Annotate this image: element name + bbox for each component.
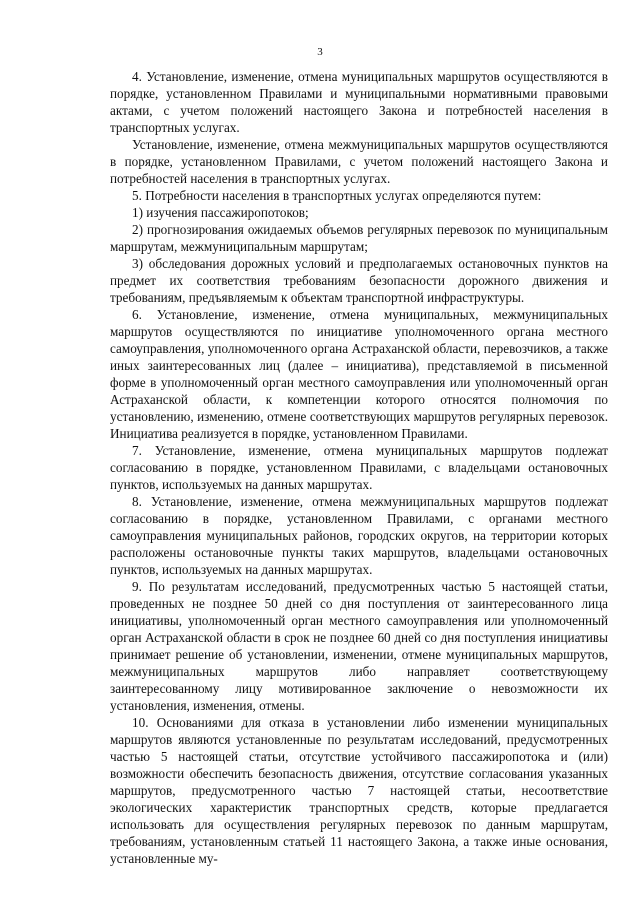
paragraph: 8. Установление, изменение, отмена межмуниципальных маршрутов подлежат согласованию в порядке, установленном Правилами, с органами местного самоуправления муниципальных районов, городских округов, на территории которых расположены остановочные пункты таких маршрутов, владельцами остановочных пунктов, используемых на данных маршрутах. — [110, 494, 608, 577]
paragraph: Установление, изменение, отмена межмуниципальных маршрутов осуществляются в порядке, установленном Правилами, с учетом положений настоящего Закона и потребностей населения в транспортных услугах. — [110, 137, 608, 186]
paragraph: 2) прогнозирования ожидаемых объемов регулярных перевозок по муниципальным маршрутам, межмуниципальным маршрутам; — [110, 222, 608, 254]
paragraph: 1) изучения пассажиропотоков; — [132, 205, 309, 220]
paragraph: 9. По результатам исследований, предусмотренных частью 5 настоящей статьи, проведенных не позднее 50 дней со дня поступления от заинтересованного лица инициативы, уполномоченный орган местного самоуправления или уполномоченный орган Астраханской области в срок не позднее 60 дней со дня поступления инициативы принимает решение об установлении, изменении, отмене муниципальных маршрутов, межмуниципальных маршрутов либо направляет соответствующему заинтересованному лицу мотивированное заключение о невозможности их установления, изменения, отмены. — [110, 579, 608, 713]
paragraph: 4. Установление, изменение, отмена муниципальных маршрутов осуществляются в порядке, установленном Правилами и муниципальными нормативными правовыми актами, с учетом положений настоящего Закона и потребностей населения в транспортных услугах. — [110, 69, 608, 135]
page-number: 3 — [317, 46, 323, 58]
paragraph: 6. Установление, изменение, отмена муниципальных, межмуниципальных маршрутов осуществляются по инициативе уполномоченного органа местного самоуправления, уполномоченного органа Астраханской области, перевозчиков, а также иных заинтересованных лиц (далее – инициатива), представляемой в письменной форме в уполномоченный орган местного самоуправления или уполномоченный орган Астраханской области, к компетенции которого относятся полномочия по установлению, изменению, отмене соответствующих маршрутов регулярных перевозок. Инициатива реализуется в порядке, установленном Правилами. — [110, 307, 608, 441]
document-body — [110, 68, 608, 867]
paragraph: 5. Потребности населения в транспортных услугах определяются путем: — [132, 188, 542, 203]
paragraph: 10. Основаниями для отказа в установлении либо изменении муниципальных маршрутов являются установленные по результатам исследований, предусмотренных частью 5 настоящей статьи, отсутствие устойчивого пассажиропотока и (или) возможности обеспечить безопасность движения, отсутствие согласования указанных маршрутов, предусмотренного частью 7 настоящей статьи, несоответствие экологических характеристик транспортных средств, которые предлагается использовать для осуществления регулярных перевозок по данным маршрутам, требованиям, установленным статьей 11 настоящего Закона, а также иные основания, установленные му- — [110, 715, 608, 866]
paragraph: 7. Установление, изменение, отмена муниципальных маршрутов подлежат согласованию в порядке, установленном Правилами, с владельцами остановочных пунктов, используемых на данных маршрутах. — [110, 443, 608, 492]
paragraph: 3) обследования дорожных условий и предполагаемых остановочных пунктов на предмет их соответствия требованиям безопасности дорожного движения и требованиям, предъявляемым к объектам транспортной инфраструктуры. — [110, 256, 608, 305]
